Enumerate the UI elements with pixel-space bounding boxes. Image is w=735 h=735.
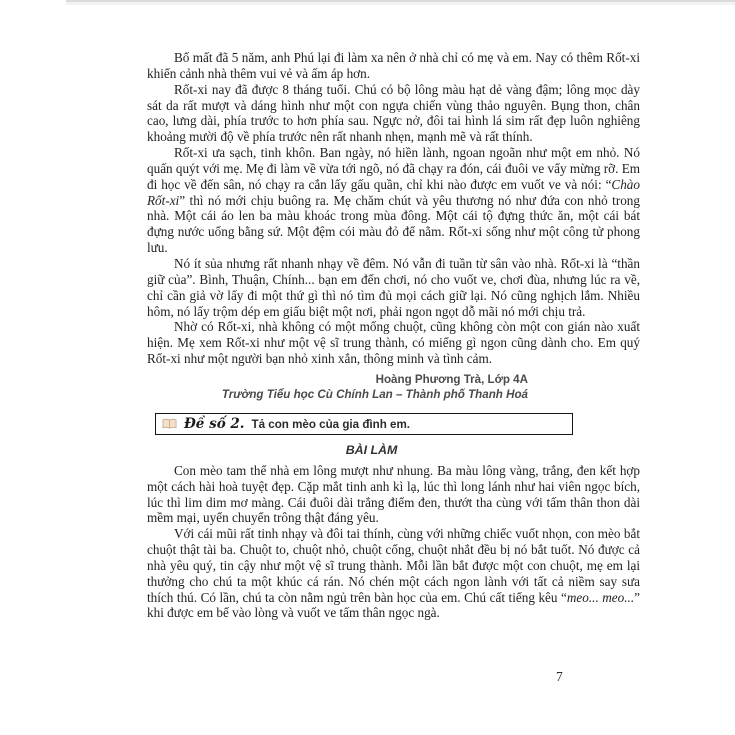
paragraph-text: ” thì nó mới chịu buông ra. Mẹ chăm chút và yêu thương nó như đứa con nhỏ trong nhà. Một cái áo len ba màu khoác trong mùa đông. Một cái tộ đựng thức ăn, một cái bát đựng nước uống bằng sứ. Một đệm cói màu đỏ để nằm. Rốt-xi sống như một công tử phong lưu. <box>147 192 640 256</box>
essay-paragraph <box>147 145 640 256</box>
open-book-icon <box>162 418 177 430</box>
paragraph-text: Với cái mũi rất tinh nhạy và đôi tai thính, cùng với những chiếc vuốt nhọn, con mèo bắt chuột thật tài ba. Chuột to, chuột nhỏ, chuột cống, chuột nhắt đều bị nó bắt tuốt. Nó được cả nhà yêu quý, tin cậy như một vệ sĩ trung thành. Mỗi lần bắt được một con chuột, mẹ em lại thưởng cho chú ta một khúc cá rán. Nó chén một cách ngon lành với tất cả niềm say sưa thích thú. Có lần, chú ta còn nằm ngủ trên bàn học của em. Chú cất tiếng kêu “ <box>147 526 640 605</box>
page-number: 7 <box>556 669 563 684</box>
inline-quote: meo... meo... <box>566 589 635 605</box>
section-heading: BÀI LÀM <box>345 442 398 457</box>
essay-paragraph: Nó ít sủa nhưng rất nhanh nhạy về đêm. Nó vẫn đi tuần từ sân vào nhà. Rốt-xi là “thần giữ của”. Bình, Thuận, Chính... bạn em đến chơi, nó cho vuốt ve, chơi đùa, nhưng lúc ra về, chỉ cần giả vờ lấy đi một thứ gì thì nó tìm đủ mọi cách giữ lại. Nó cũng nghịch lắm. Nhiều hôm, nó lấy trộm dép em giấu biệt một nơi, phải ngon ngọt dỗ mãi nó mới chịu trả. <box>147 255 640 319</box>
paragraph-text: Rốt-xi ưa sạch, tinh khôn. Ban ngày, nó hiền lành, ngoan ngoãn như một em nhỏ. Nó quấn quýt với mẹ. Mẹ đi làm về vừa tới ngõ, nó đã chạy ra đón, cái đuôi ve vẩy mừng rỡ. Em đi học về đến sân, nó chạy ra cắn lấy gấu quần, chỉ khi nào được em vuốt ve và nói: “ <box>147 145 641 192</box>
essay-paragraph: Con mèo tam thể nhà em lông mượt như nhung. Ba màu lông vàng, trắng, đen kết hợp một cách hài hoà tuyệt đẹp. Cặp mắt tinh anh kì lạ, lúc thì long lánh như hai viên ngọc bích, lúc thì lim dim mơ màng. Cái đuôi dài trắng điểm đen, thướt tha cùng với tấm thân thon dài mềm mại, uyển chuyển trông thật đáng yêu. <box>147 462 640 526</box>
author-name: Hoàng Phương Trà, Lớp 4A <box>375 372 528 386</box>
page-content <box>147 50 640 621</box>
prompt-label: Đề số 2. <box>184 415 245 432</box>
essay-body <box>147 463 640 621</box>
inline-quote: Chào Rốt-xi <box>147 176 640 208</box>
essay-paragraph: Rốt-xi nay đã được 8 tháng tuổi. Chú có bộ lông màu hạt dẻ vàng đậm; lông mọc dày sát da rất mượt và dáng hình như một con ngựa chiến vùng thảo nguyên. Bụng thon, chân cao, lưng dài, phía trước to hơn phía sau. Ngực nở, đôi tai hình lá sim rất đẹp luôn nghiêng khoảng mười độ về phía trước nên rất nhanh nhẹn, mạnh mẽ và rất thính. <box>147 81 640 145</box>
prompt-box <box>155 413 573 435</box>
paragraph-text: ” khi được em bế vào lòng và vuốt ve tấm thân ngọc ngà. <box>147 589 640 621</box>
byline <box>147 372 640 403</box>
essay-paragraph: Bố mất đã 5 năm, anh Phú lại đi làm xa nên ở nhà chỉ có mẹ và em. Nay có thêm Rốt-xi khiến cảnh nhà thêm vui vẻ và ấm áp hơn. <box>147 50 640 81</box>
page-top-edge-shadow <box>66 2 735 5</box>
essay-paragraph <box>147 526 640 621</box>
essay-paragraph: Nhờ có Rốt-xi, nhà không có một mống chuột, cũng không còn một con gián nào xuất hiện. Mẹ xem Rốt-xi như một vệ sĩ trung thành, có miếng gì ngon cũng dành cho. Em quý Rốt-xi như một người bạn nhỏ xinh xắn, thông minh và tình cảm. <box>147 319 640 367</box>
school-name: Trường Tiểu học Cù Chính Lan – Thành phố Thanh Hoá <box>221 388 528 402</box>
prompt-title: Tả con mèo của gia đình em. <box>251 418 410 432</box>
